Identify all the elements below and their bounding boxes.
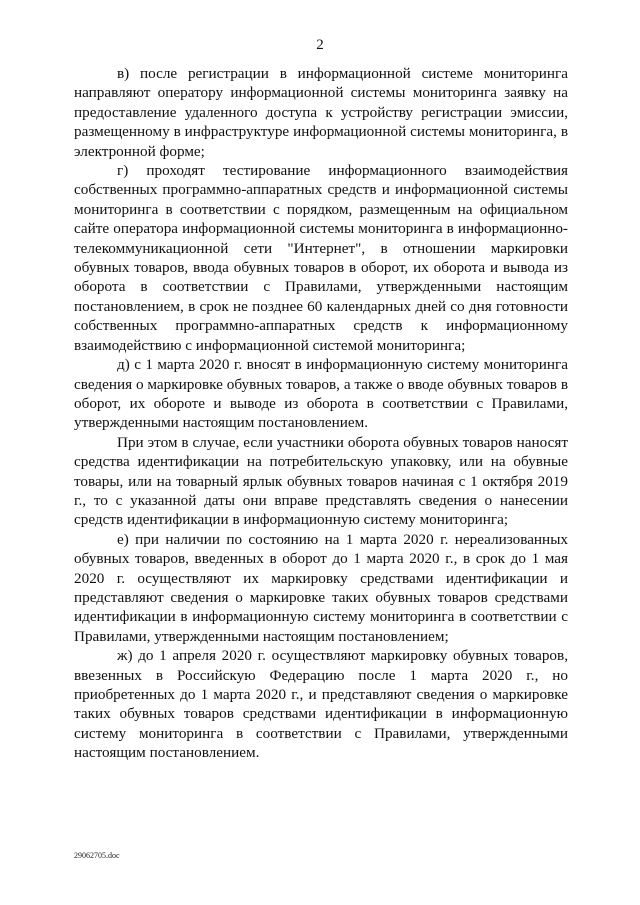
paragraph-zh: ж) до 1 апреля 2020 г. осуществляют маркировку обувных товаров, ввезенных в Российскую Федерацию после 1 марта 2020 г., но приобретенных до 1 марта 2020 г., и представляют сведения о маркировке таких обувных товаров средствами идентификации в информационную систему мониторинга в соответствии с Правилами, утвержденными настоящим постановлением. <box>74 647 568 762</box>
document-filename: 29062705.doc <box>74 851 120 860</box>
paragraph-v: в) после регистрации в информационной системе мониторинга направляют оператору информационной системы мониторинга заявку на предоставление удаленного доступа к устройству регистрации эмиссии, размещенному в инфраструктуре информационной системы мониторинга, в электронной форме; <box>74 65 568 160</box>
paragraph-g: г) проходят тестирование информационного взаимодействия собственных программно-аппаратных средств и информационной системы мониторинга в соответствии с порядком, размещенным на официальном сайте оператора информационной системы мониторинга в информационно-телекоммуникационной сети "Интернет", в отношении маркировки обувных товаров, ввода обувных товаров в оборот, их оборота и вывода из оборота в соответствии с Правилами, утвержденными настоящим постановлением, в срок не позднее 60 календарных дней со дня готовности собственных программно-аппаратных средств к информационному взаимодействию с информационной системой мониторинга; <box>74 162 568 354</box>
page-number: 2 <box>316 37 324 53</box>
paragraph-e: е) при наличии по состоянию на 1 марта 2020 г. нереализованных обувных товаров, введенных в оборот до 1 марта 2020 г., в срок до 1 мая 2020 г. осуществляют их маркировку средствами идентификации и представляют сведения о маркировке таких обувных товаров средствами идентификации в информационную систему мониторинга в соответствии с Правилами, утвержденными настоящим постановлением; <box>74 530 568 645</box>
document-body <box>74 64 568 763</box>
paragraph-note: При этом в случае, если участники оборота обувных товаров наносят средства идентификации на потребительскую упаковку, или на обувные товары, или на товарный ярлык обувных товаров начиная с 1 октября 2019 г., то с указанной даты они вправе представлять сведения о нанесении средств идентификации в информационную систему мониторинга; <box>74 433 568 529</box>
paragraph-d: д) с 1 марта 2020 г. вносят в информационную систему мониторинга сведения о маркировке обувных товаров, а также о вводе обувных товаров в оборот, их обороте и выводе из оборота в соответствии с Правилами, утвержденными настоящим постановлением. <box>74 356 568 432</box>
